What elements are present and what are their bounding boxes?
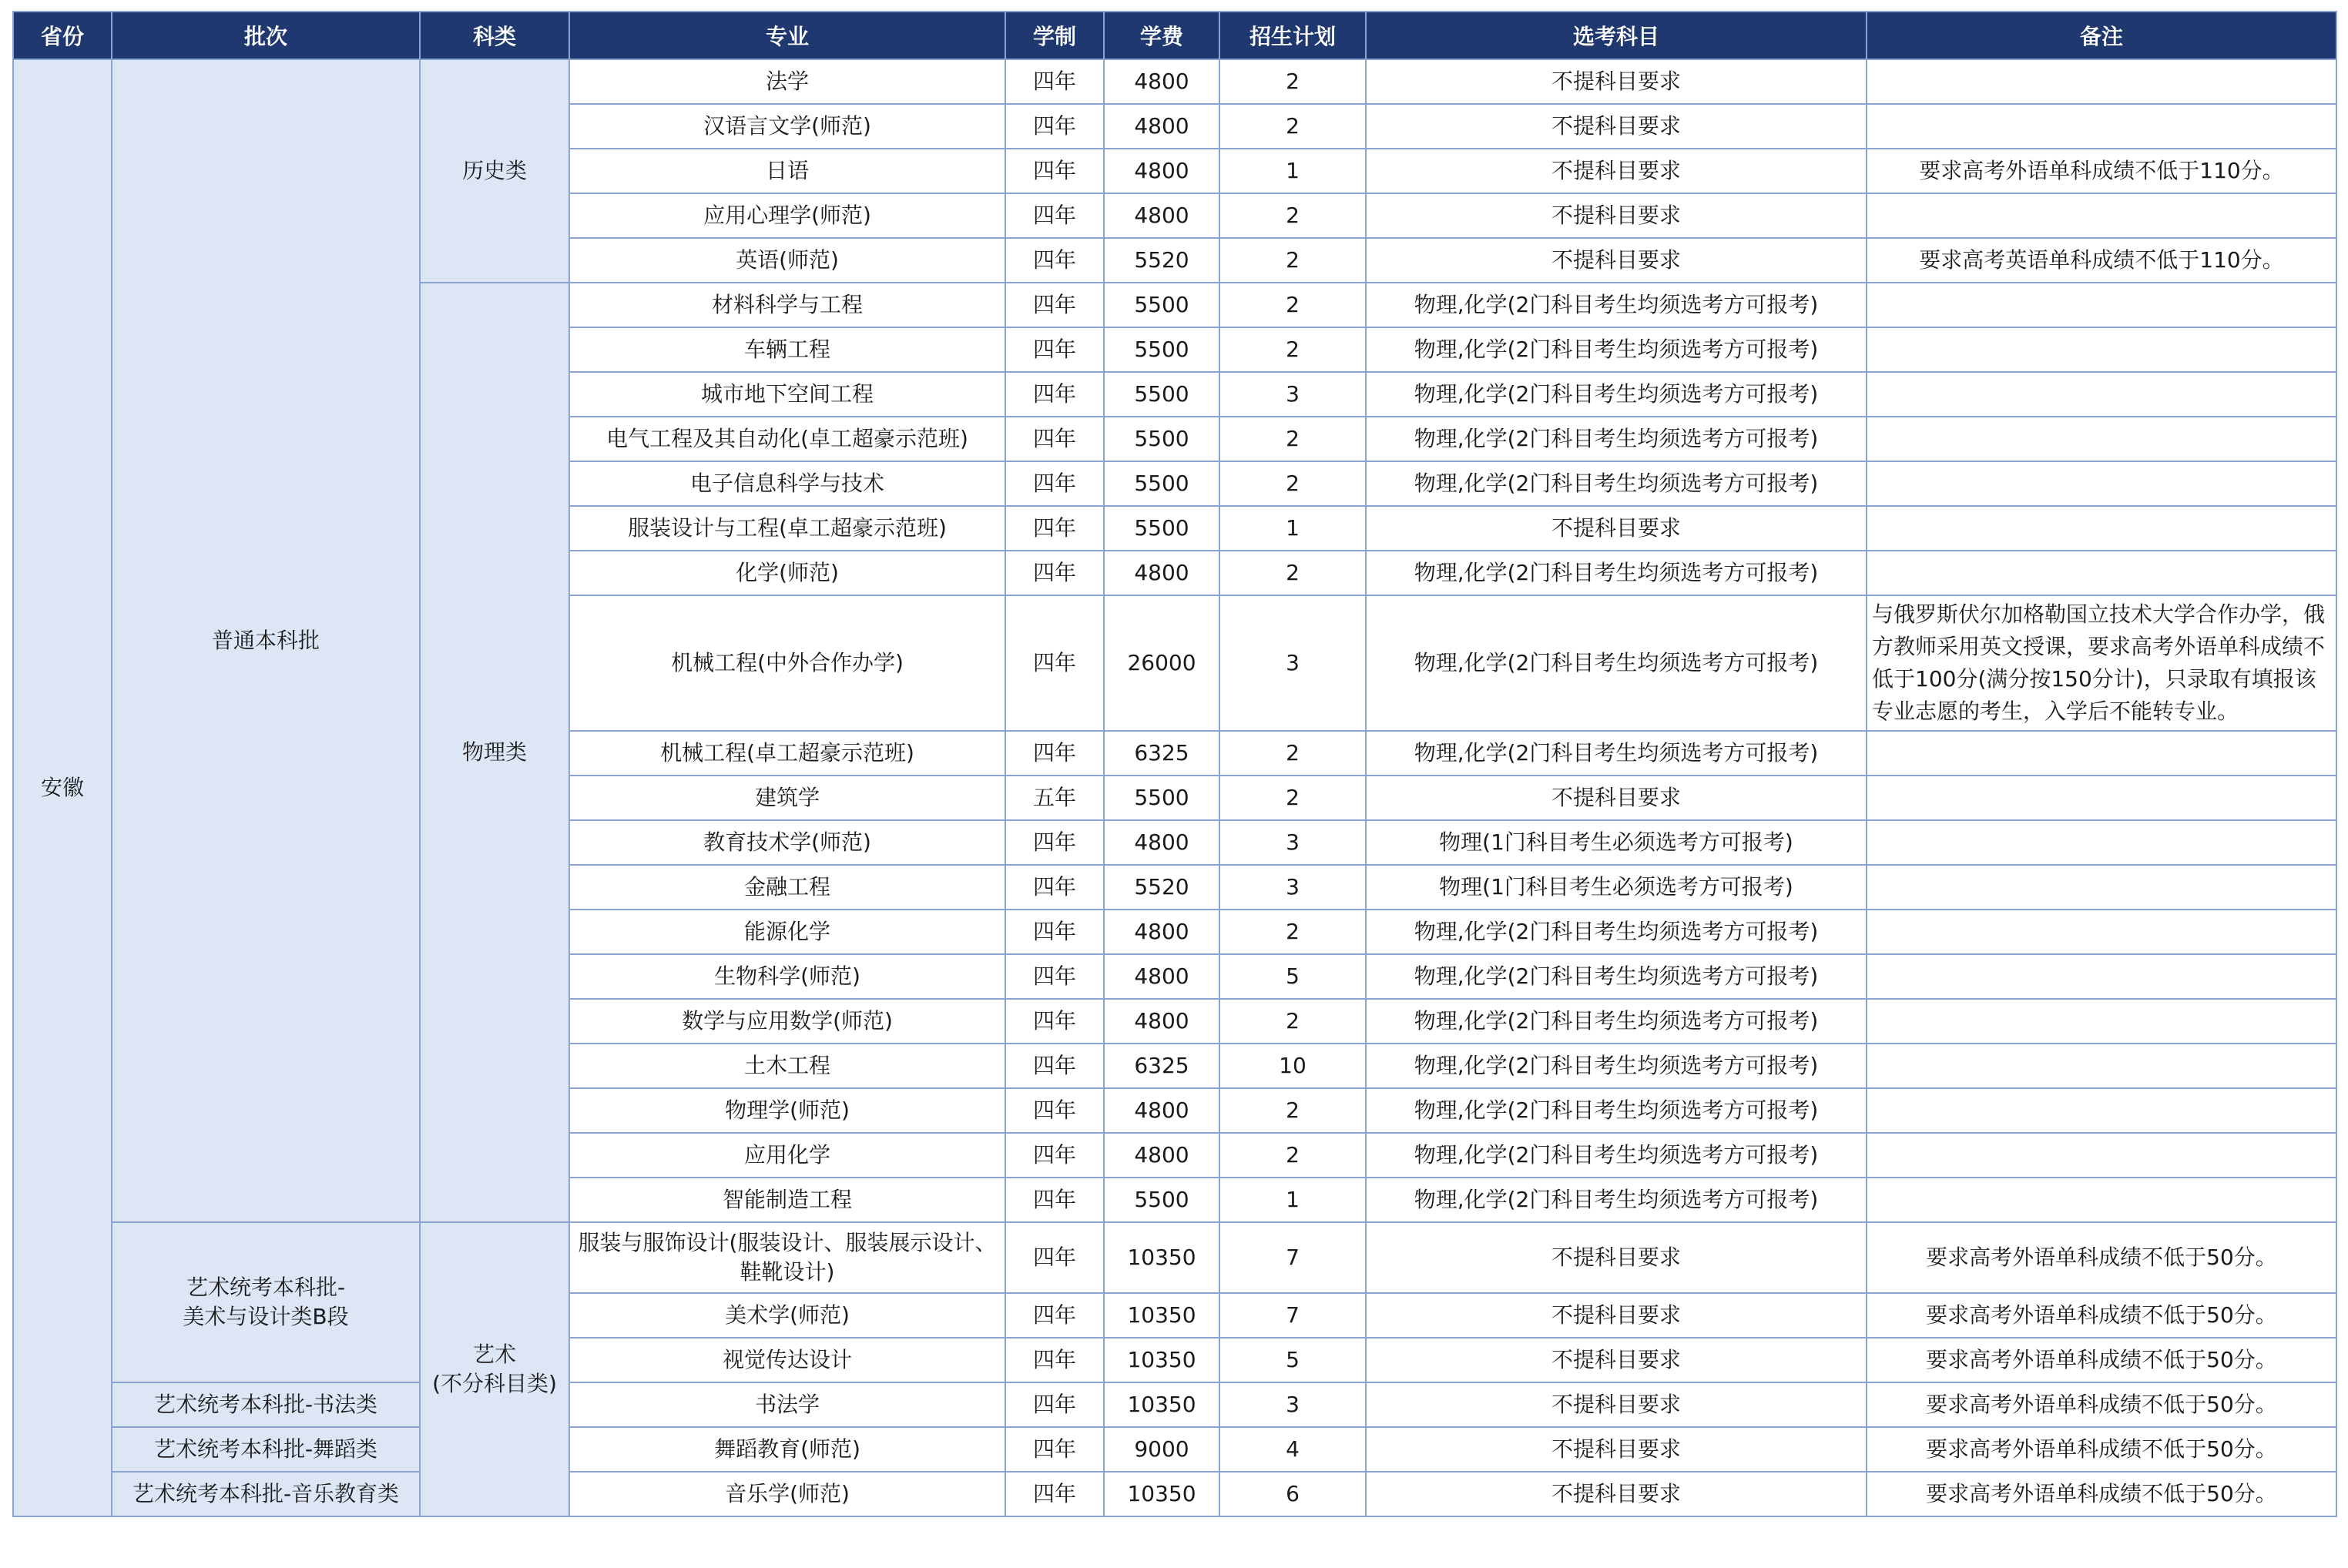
plan-cell: 7	[1219, 1293, 1366, 1338]
fee-cell: 10350	[1104, 1222, 1219, 1293]
plan-cell: 2	[1219, 461, 1366, 506]
note-cell	[1867, 461, 2336, 506]
years-cell: 四年	[1005, 1088, 1104, 1133]
fee-cell: 5500	[1104, 1178, 1219, 1222]
note-cell: 要求高考外语单科成绩不低于50分。	[1867, 1222, 2336, 1293]
fee-cell: 6325	[1104, 1044, 1219, 1088]
header-years: 学制	[1005, 12, 1104, 59]
note-cell	[1867, 1133, 2336, 1178]
note-cell	[1867, 506, 2336, 551]
major-cell: 应用心理学(师范)	[569, 193, 1005, 238]
note-cell	[1867, 910, 2336, 954]
years-cell: 四年	[1005, 551, 1104, 595]
batch-cell-calligraphy: 艺术统考本科批-书法类	[112, 1382, 420, 1427]
note-cell: 要求高考外语单科成绩不低于50分。	[1867, 1427, 2336, 1472]
years-cell: 四年	[1005, 1178, 1104, 1222]
fee-cell: 10350	[1104, 1472, 1219, 1516]
note-cell	[1867, 417, 2336, 461]
years-cell: 四年	[1005, 104, 1104, 149]
major-cell: 数学与应用数学(师范)	[569, 999, 1005, 1044]
major-cell: 法学	[569, 59, 1005, 104]
subjects-cell: 不提科目要求	[1366, 104, 1867, 149]
years-cell: 四年	[1005, 506, 1104, 551]
major-cell: 生物科学(师范)	[569, 954, 1005, 999]
fee-cell: 4800	[1104, 551, 1219, 595]
fee-cell: 5500	[1104, 461, 1219, 506]
subjects-cell: 不提科目要求	[1366, 238, 1867, 283]
plan-cell: 5	[1219, 954, 1366, 999]
subjects-cell: 物理,化学(2门科目考生均须选考方可报考)	[1366, 1044, 1867, 1088]
header-subjects: 选考科目	[1366, 12, 1867, 59]
fee-cell: 4800	[1104, 820, 1219, 865]
subjects-cell: 物理,化学(2门科目考生均须选考方可报考)	[1366, 1088, 1867, 1133]
subjects-cell: 不提科目要求	[1366, 776, 1867, 820]
fee-cell: 4800	[1104, 1088, 1219, 1133]
subjects-cell: 不提科目要求	[1366, 506, 1867, 551]
note-cell: 要求高考外语单科成绩不低于50分。	[1867, 1382, 2336, 1427]
major-cell: 智能制造工程	[569, 1178, 1005, 1222]
years-cell: 四年	[1005, 1222, 1104, 1293]
table-row	[13, 59, 2336, 104]
table-row	[13, 1472, 2336, 1516]
major-cell: 舞蹈教育(师范)	[569, 1427, 1005, 1472]
years-cell: 四年	[1005, 954, 1104, 999]
fee-cell: 4800	[1104, 1133, 1219, 1178]
subjects-cell: 不提科目要求	[1366, 1338, 1867, 1382]
plan-cell: 1	[1219, 1178, 1366, 1222]
major-cell: 土木工程	[569, 1044, 1005, 1088]
years-cell: 四年	[1005, 327, 1104, 372]
note-cell	[1867, 776, 2336, 820]
table-row	[13, 1382, 2336, 1427]
plan-cell: 2	[1219, 776, 1366, 820]
header-major: 专业	[569, 12, 1005, 59]
years-cell: 四年	[1005, 59, 1104, 104]
major-cell: 电子信息科学与技术	[569, 461, 1005, 506]
subjects-cell: 物理,化学(2门科目考生均须选考方可报考)	[1366, 731, 1867, 776]
years-cell: 四年	[1005, 595, 1104, 731]
note-cell	[1867, 551, 2336, 595]
fee-cell: 5520	[1104, 238, 1219, 283]
note-cell	[1867, 865, 2336, 910]
major-cell: 音乐学(师范)	[569, 1472, 1005, 1516]
subjects-cell: 不提科目要求	[1366, 1222, 1867, 1293]
years-cell: 五年	[1005, 776, 1104, 820]
subjects-cell: 物理,化学(2门科目考生均须选考方可报考)	[1366, 372, 1867, 417]
years-cell: 四年	[1005, 461, 1104, 506]
years-cell: 四年	[1005, 1338, 1104, 1382]
major-cell: 材料科学与工程	[569, 283, 1005, 327]
admission-plan-table	[12, 11, 2337, 1517]
plan-cell: 2	[1219, 551, 1366, 595]
major-cell: 汉语言文学(师范)	[569, 104, 1005, 149]
major-cell: 英语(师范)	[569, 238, 1005, 283]
note-cell: 要求高考外语单科成绩不低于50分。	[1867, 1472, 2336, 1516]
plan-cell: 2	[1219, 999, 1366, 1044]
note-cell: 要求高考英语单科成绩不低于110分。	[1867, 238, 2336, 283]
fee-cell: 4800	[1104, 59, 1219, 104]
header-note: 备注	[1867, 12, 2336, 59]
note-cell	[1867, 999, 2336, 1044]
note-cell	[1867, 59, 2336, 104]
major-cell: 城市地下空间工程	[569, 372, 1005, 417]
years-cell: 四年	[1005, 238, 1104, 283]
subjects-cell: 物理,化学(2门科目考生均须选考方可报考)	[1366, 461, 1867, 506]
fee-cell: 5500	[1104, 506, 1219, 551]
note-cell	[1867, 372, 2336, 417]
subjects-cell: 物理,化学(2门科目考生均须选考方可报考)	[1366, 551, 1867, 595]
fee-cell: 26000	[1104, 595, 1219, 731]
batch-line: 艺术统考本科批-	[186, 1275, 346, 1300]
subjects-cell: 不提科目要求	[1366, 149, 1867, 193]
major-cell: 书法学	[569, 1382, 1005, 1427]
plan-cell: 4	[1219, 1427, 1366, 1472]
batch-cell-regular: 普通本科批	[112, 59, 420, 1222]
fee-cell: 10350	[1104, 1293, 1219, 1338]
note-cell	[1867, 954, 2336, 999]
category-cell-history: 历史类	[420, 59, 569, 283]
years-cell: 四年	[1005, 910, 1104, 954]
plan-cell: 6	[1219, 1472, 1366, 1516]
note-cell	[1867, 820, 2336, 865]
plan-cell: 3	[1219, 1382, 1366, 1427]
plan-cell: 2	[1219, 238, 1366, 283]
plan-cell: 5	[1219, 1338, 1366, 1382]
fee-cell: 5500	[1104, 283, 1219, 327]
years-cell: 四年	[1005, 1133, 1104, 1178]
subjects-cell: 不提科目要求	[1366, 1472, 1867, 1516]
major-cell: 能源化学	[569, 910, 1005, 954]
subjects-cell: 物理,化学(2门科目考生均须选考方可报考)	[1366, 954, 1867, 999]
major-cell: 机械工程(卓工超豪示范班)	[569, 731, 1005, 776]
years-cell: 四年	[1005, 1472, 1104, 1516]
major-cell: 教育技术学(师范)	[569, 820, 1005, 865]
note-cell	[1867, 327, 2336, 372]
note-cell: 要求高考外语单科成绩不低于50分。	[1867, 1338, 2336, 1382]
header-batch: 批次	[112, 12, 420, 59]
plan-cell: 2	[1219, 1088, 1366, 1133]
plan-cell: 3	[1219, 372, 1366, 417]
fee-cell: 9000	[1104, 1427, 1219, 1472]
plan-cell: 2	[1219, 59, 1366, 104]
years-cell: 四年	[1005, 193, 1104, 238]
note-cell	[1867, 731, 2336, 776]
years-cell: 四年	[1005, 820, 1104, 865]
fee-cell: 4800	[1104, 954, 1219, 999]
subjects-cell: 不提科目要求	[1366, 1382, 1867, 1427]
years-cell: 四年	[1005, 731, 1104, 776]
batch-line: 美术与设计类B段	[183, 1304, 349, 1329]
major-cell: 电气工程及其自动化(卓工超豪示范班)	[569, 417, 1005, 461]
note-cell	[1867, 283, 2336, 327]
fee-cell: 4800	[1104, 910, 1219, 954]
note-cell: 要求高考外语单科成绩不低于50分。	[1867, 1293, 2336, 1338]
category-line: (不分科目类)	[432, 1371, 557, 1396]
major-cell: 化学(师范)	[569, 551, 1005, 595]
fee-cell: 4800	[1104, 149, 1219, 193]
header-plan: 招生计划	[1219, 12, 1366, 59]
plan-cell: 2	[1219, 1133, 1366, 1178]
fee-cell: 4800	[1104, 999, 1219, 1044]
subjects-cell: 物理,化学(2门科目考生均须选考方可报考)	[1366, 1133, 1867, 1178]
plan-cell: 2	[1219, 910, 1366, 954]
plan-cell: 1	[1219, 149, 1366, 193]
category-cell-art	[420, 1222, 569, 1516]
plan-cell: 2	[1219, 104, 1366, 149]
major-cell: 应用化学	[569, 1133, 1005, 1178]
batch-cell-music-edu: 艺术统考本科批-音乐教育类	[112, 1472, 420, 1516]
table-row	[13, 1222, 2336, 1293]
subjects-cell: 物理,化学(2门科目考生均须选考方可报考)	[1366, 327, 1867, 372]
plan-cell: 3	[1219, 820, 1366, 865]
subjects-cell: 物理,化学(2门科目考生均须选考方可报考)	[1366, 595, 1867, 731]
fee-cell: 4800	[1104, 104, 1219, 149]
fee-cell: 10350	[1104, 1382, 1219, 1427]
fee-cell: 5520	[1104, 865, 1219, 910]
years-cell: 四年	[1005, 372, 1104, 417]
plan-cell: 2	[1219, 417, 1366, 461]
subjects-cell: 不提科目要求	[1366, 1427, 1867, 1472]
subjects-cell: 物理,化学(2门科目考生均须选考方可报考)	[1366, 910, 1867, 954]
plan-cell: 2	[1219, 327, 1366, 372]
major-cell: 美术学(师范)	[569, 1293, 1005, 1338]
note-cell: 与俄罗斯伏尔加格勒国立技术大学合作办学，俄方教师采用英文授课，要求高考外语单科成绩不低于100分(满分按150分计)，只录取有填报该专业志愿的考生，入学后不能转专业。	[1867, 595, 2336, 731]
plan-cell: 1	[1219, 506, 1366, 551]
years-cell: 四年	[1005, 1044, 1104, 1088]
note-cell	[1867, 1044, 2336, 1088]
fee-cell: 5500	[1104, 372, 1219, 417]
note-cell	[1867, 104, 2336, 149]
plan-cell: 7	[1219, 1222, 1366, 1293]
fee-cell: 10350	[1104, 1338, 1219, 1382]
fee-cell: 6325	[1104, 731, 1219, 776]
years-cell: 四年	[1005, 1293, 1104, 1338]
years-cell: 四年	[1005, 999, 1104, 1044]
plan-cell: 3	[1219, 595, 1366, 731]
major-cell: 视觉传达设计	[569, 1338, 1005, 1382]
table-row	[13, 1427, 2336, 1472]
years-cell: 四年	[1005, 417, 1104, 461]
major-cell: 服装设计与工程(卓工超豪示范班)	[569, 506, 1005, 551]
province-cell: 安徽	[13, 59, 112, 1516]
header-province: 省份	[13, 12, 112, 59]
note-cell	[1867, 1178, 2336, 1222]
subjects-cell: 物理,化学(2门科目考生均须选考方可报考)	[1366, 999, 1867, 1044]
years-cell: 四年	[1005, 865, 1104, 910]
fee-cell: 5500	[1104, 417, 1219, 461]
years-cell: 四年	[1005, 283, 1104, 327]
major-cell: 机械工程(中外合作办学)	[569, 595, 1005, 731]
header-fee: 学费	[1104, 12, 1219, 59]
subjects-cell: 物理,化学(2门科目考生均须选考方可报考)	[1366, 1178, 1867, 1222]
major-cell: 服装与服饰设计(服装设计、服装展示设计、鞋靴设计)	[569, 1222, 1005, 1293]
plan-cell: 2	[1219, 731, 1366, 776]
category-line: 艺术	[472, 1342, 516, 1367]
category-cell-physics: 物理类	[420, 283, 569, 1222]
note-cell	[1867, 1088, 2336, 1133]
years-cell: 四年	[1005, 1427, 1104, 1472]
subjects-cell: 不提科目要求	[1366, 1293, 1867, 1338]
note-cell: 要求高考外语单科成绩不低于110分。	[1867, 149, 2336, 193]
subjects-cell: 物理(1门科目考生必须选考方可报考)	[1366, 820, 1867, 865]
header-category: 科类	[420, 12, 569, 59]
subjects-cell: 物理(1门科目考生必须选考方可报考)	[1366, 865, 1867, 910]
batch-cell-art-design	[112, 1222, 420, 1382]
subjects-cell: 不提科目要求	[1366, 59, 1867, 104]
years-cell: 四年	[1005, 149, 1104, 193]
subjects-cell: 物理,化学(2门科目考生均须选考方可报考)	[1366, 283, 1867, 327]
fee-cell: 5500	[1104, 327, 1219, 372]
major-cell: 车辆工程	[569, 327, 1005, 372]
subjects-cell: 不提科目要求	[1366, 193, 1867, 238]
plan-cell: 2	[1219, 283, 1366, 327]
batch-cell-dance: 艺术统考本科批-舞蹈类	[112, 1427, 420, 1472]
major-cell: 金融工程	[569, 865, 1005, 910]
fee-cell: 4800	[1104, 193, 1219, 238]
subjects-cell: 物理,化学(2门科目考生均须选考方可报考)	[1366, 417, 1867, 461]
plan-cell: 10	[1219, 1044, 1366, 1088]
major-cell: 日语	[569, 149, 1005, 193]
years-cell: 四年	[1005, 1382, 1104, 1427]
fee-cell: 5500	[1104, 776, 1219, 820]
major-cell: 物理学(师范)	[569, 1088, 1005, 1133]
major-cell: 建筑学	[569, 776, 1005, 820]
plan-cell: 2	[1219, 193, 1366, 238]
note-cell	[1867, 193, 2336, 238]
plan-cell: 3	[1219, 865, 1366, 910]
header-row	[13, 12, 2336, 59]
